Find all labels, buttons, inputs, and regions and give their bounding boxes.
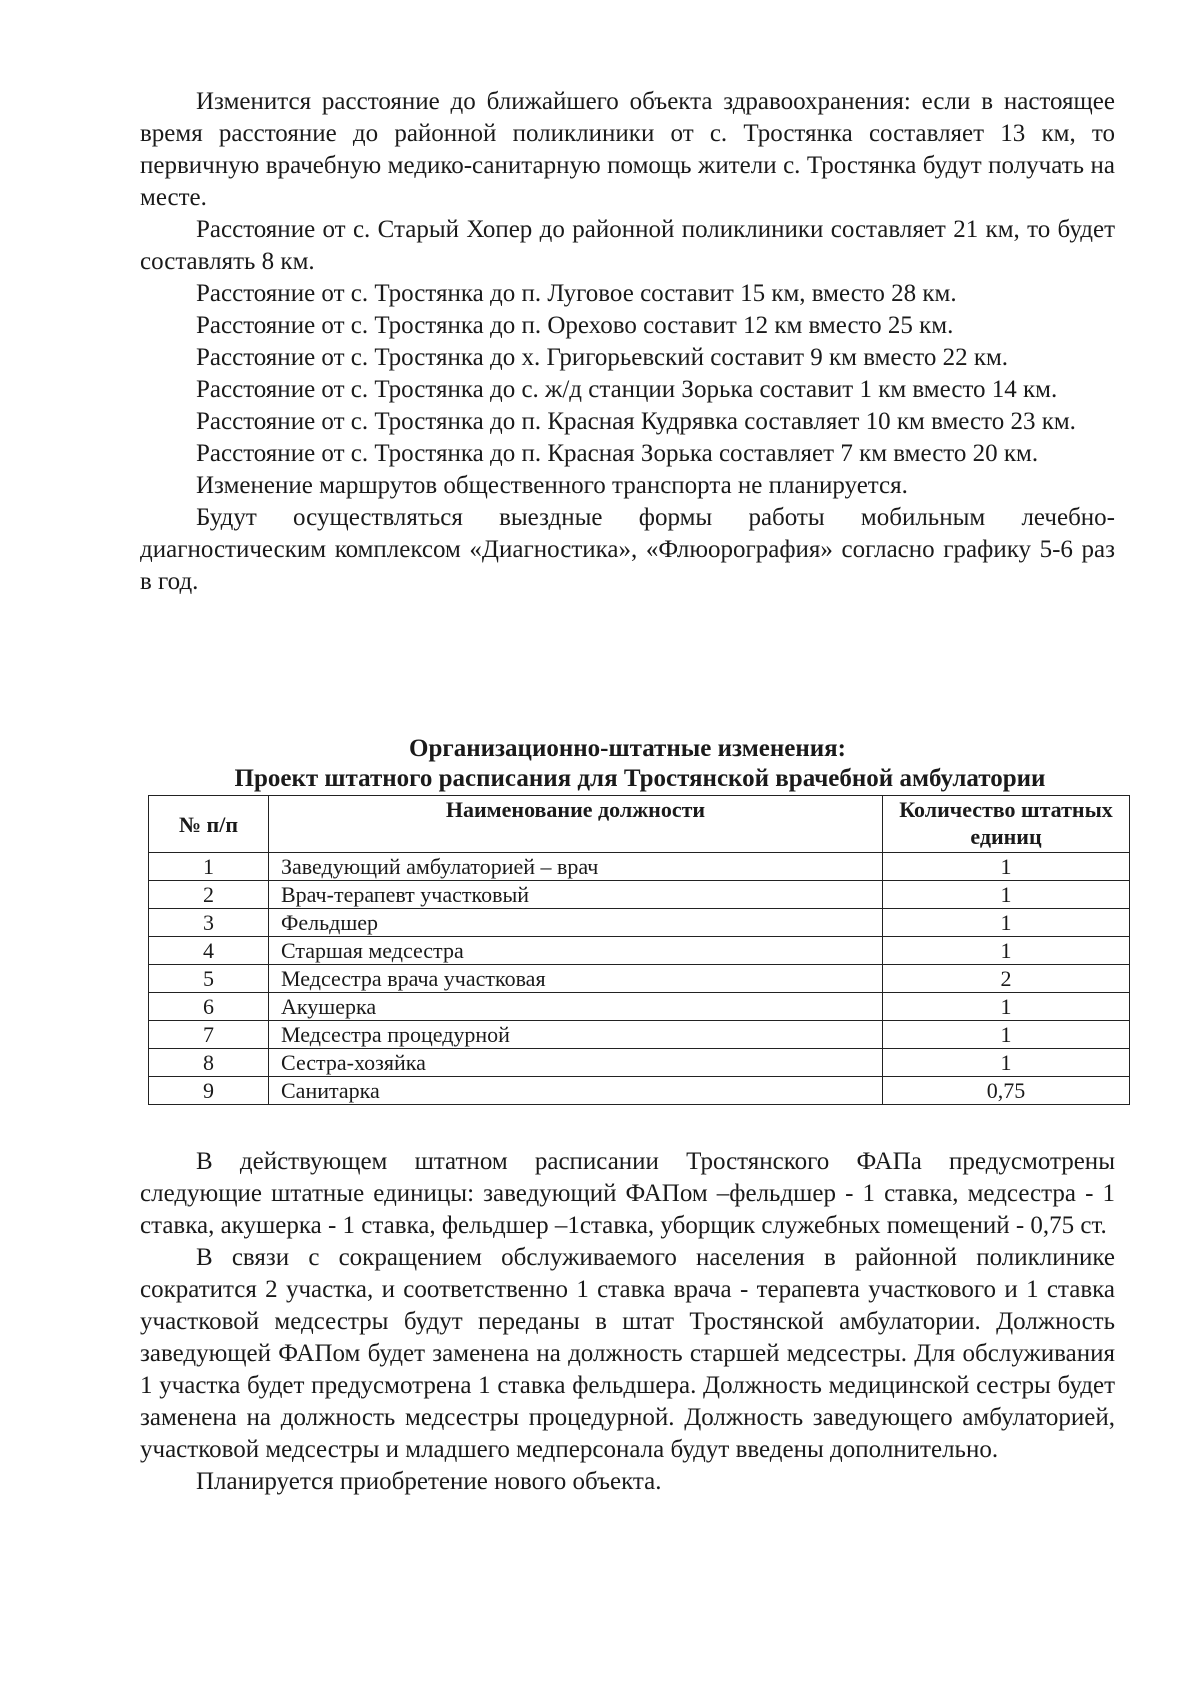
paragraph: Расстояние от с. Тростянка до х. Григорьевский составит 9 км вместо 22 км.: [196, 344, 1009, 371]
cell-num: 6: [149, 993, 269, 1021]
table-row: [149, 853, 1130, 881]
cell-quantity: 0,75: [883, 1077, 1130, 1105]
cell-quantity: 2: [883, 965, 1130, 993]
cell-position: Медсестра врача участковая: [269, 965, 883, 993]
cell-num: 4: [149, 937, 269, 965]
cell-quantity: 1: [883, 909, 1130, 937]
text-block-top: [140, 86, 1115, 598]
cell-quantity: 1: [883, 1049, 1130, 1077]
paragraph: Расстояние от с. Тростянка до п. Луговое составит 15 км, вместо 28 км.: [196, 280, 957, 307]
table-row: [149, 937, 1130, 965]
cell-position: Заведующий амбулаторией – врач: [269, 853, 883, 881]
section-heading: Организационно-штатные изменения:: [409, 735, 846, 762]
cell-position: Фельдшер: [269, 909, 883, 937]
cell-position: Врач-терапевт участковый: [269, 881, 883, 909]
cell-quantity: 1: [883, 1021, 1130, 1049]
cell-position: Медсестра процедурной: [269, 1021, 883, 1049]
paragraph: В действующем штатном расписании Тростянского ФАПа предусмотрены следующие штатные единицы: заведующий ФАПом –фельдшер - 1 ставка, медсестра - 1 ставка, акушерка - 1 ставка, фельдшер –1ставка, уборщик служебных помещений - 0,75 ст.: [140, 1148, 1115, 1239]
cell-num: 3: [149, 909, 269, 937]
header-num: № п/п: [149, 796, 269, 853]
cell-num: 1: [149, 853, 269, 881]
table-row: [149, 1077, 1130, 1105]
table-row: [149, 909, 1130, 937]
cell-quantity: 1: [883, 993, 1130, 1021]
cell-num: 9: [149, 1077, 269, 1105]
text-block-bottom: [140, 1146, 1115, 1498]
paragraph: Расстояние от с. Тростянка до п. Красная Кудрявка составляет 10 км вместо 23 км.: [196, 408, 1076, 435]
cell-position: Акушерка: [269, 993, 883, 1021]
table-row: [149, 993, 1130, 1021]
paragraph: Расстояние от с. Тростянка до п. Орехово составит 12 км вместо 25 км.: [196, 312, 954, 339]
paragraph: В связи с сокращением обслуживаемого населения в районной поликлинике сократится 2 участка, и соответственно 1 ставка врача - терапевта участкового и 1 ставка участковой медсестры будут переданы в штат Тростянской амбулатории. Должность заведующей ФАПом будет заменена на должность старшей медсестры. Для обслуживания 1 участка будет предусмотрена 1 ставка фельдшера. Должность медицинской сестры будет заменена на должность медсестры процедурной. Должность заведующего амбулаторией, участковой медсестры и младшего медперсонала будут введены дополнительно.: [140, 1244, 1115, 1463]
paragraph: Расстояние от с. Тростянка до п. Красная Зорька составляет 7 км вместо 20 км.: [196, 440, 1039, 467]
paragraph: Изменится расстояние до ближайшего объекта здравоохранения: если в настоящее время расстояние до районной поликлиники от с. Тростянка составляет 13 км, то первичную врачебную медико-санитарную помощь жители с. Тростянка будут получать на месте.: [140, 88, 1115, 211]
paragraph: Будут осуществляться выездные формы работы мобильным лечебно-диагностическим комплексом «Диагностика», «Флюорография» согласно графику 5-6 раз в год.: [140, 504, 1115, 595]
table-title: Проект штатного расписания для Тростянской врачебной амбулатории: [234, 765, 1046, 792]
cell-num: 8: [149, 1049, 269, 1077]
table-row: [149, 1021, 1130, 1049]
cell-quantity: 1: [883, 937, 1130, 965]
paragraph: Расстояние от с. Старый Хопер до районной поликлиники составляет 21 км, то будет составлять 8 км.: [140, 216, 1115, 275]
cell-num: 2: [149, 881, 269, 909]
cell-position: Сестра-хозяйка: [269, 1049, 883, 1077]
paragraph: Планируется приобретение нового объекта.: [196, 1468, 662, 1495]
staffing-table: [148, 795, 1130, 1105]
paragraph: Изменение маршрутов общественного транспорта не планируется.: [196, 472, 908, 499]
cell-num: 7: [149, 1021, 269, 1049]
table-row: [149, 1049, 1130, 1077]
cell-position: Санитарка: [269, 1077, 883, 1105]
header-quantity: Количество штатных единиц: [883, 796, 1130, 853]
paragraph: Расстояние от с. Тростянка до с. ж/д станции Зорька составит 1 км вместо 14 км.: [196, 376, 1058, 403]
cell-quantity: 1: [883, 881, 1130, 909]
table-header-row: [149, 796, 1130, 853]
cell-quantity: 1: [883, 853, 1130, 881]
header-position: Наименование должности: [269, 796, 883, 853]
table-row: [149, 965, 1130, 993]
cell-position: Старшая медсестра: [269, 937, 883, 965]
cell-num: 5: [149, 965, 269, 993]
table-row: [149, 881, 1130, 909]
